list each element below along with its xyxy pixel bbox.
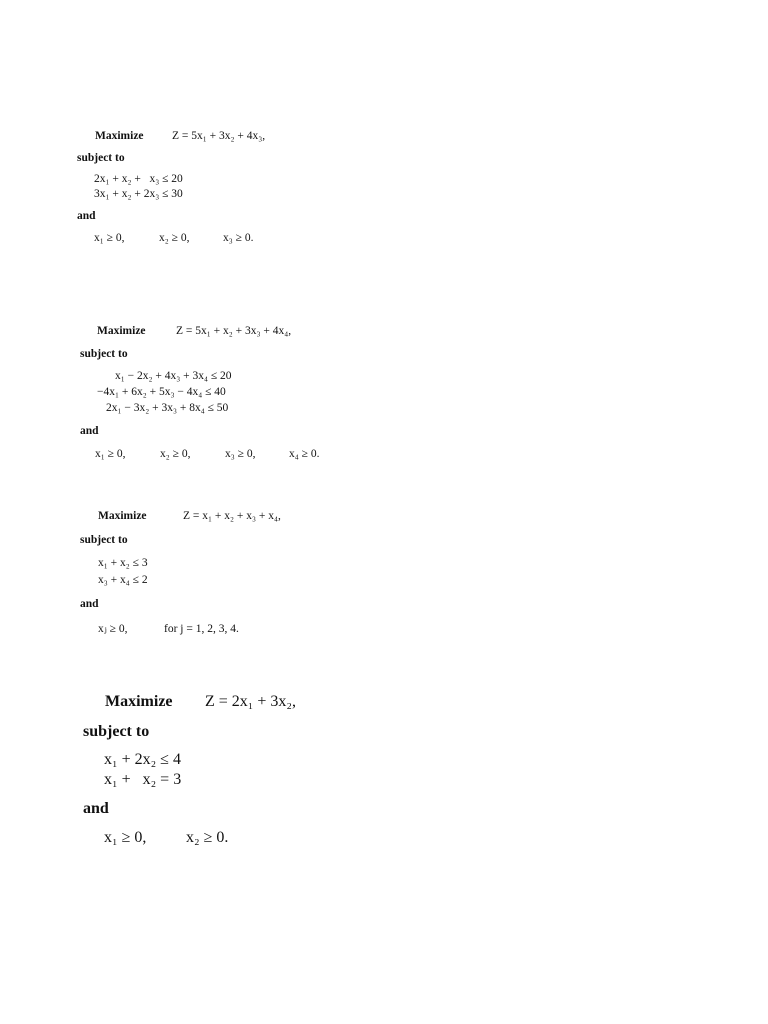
maximize-label: Maximize	[98, 510, 147, 522]
and-label: and	[83, 800, 109, 817]
objective-function: Z = 5x₁ + x₂ + 3x₃ + 4x₄,	[176, 325, 292, 337]
constraint-2: 3x₁ + x₂ + 2x₃ ≤ 30	[94, 188, 183, 200]
subject-to-label: subject to	[77, 152, 125, 164]
maximize-label: Maximize	[97, 325, 146, 337]
constraint-2: x₃ + x₄ ≤ 2	[98, 574, 148, 586]
nonneg-x4: x₄ ≥ 0.	[289, 448, 320, 460]
and-label: and	[80, 598, 99, 610]
constraint-2: x₁ + x₂ = 3	[104, 771, 182, 788]
nonneg-x3: x₃ ≥ 0,	[225, 448, 256, 460]
nonneg-x1: x₁ ≥ 0,	[104, 829, 147, 846]
constraint-1: 2x₁ + x₂ + x₃ ≤ 20	[94, 173, 183, 185]
constraint-1: x₁ + x₂ ≤ 3	[98, 557, 148, 569]
subject-to-label: subject to	[80, 348, 128, 360]
constraint-1: x₁ − 2x₂ + 4x₃ + 3x₄ ≤ 20	[115, 370, 232, 382]
objective-function: Z = x₁ + x₂ + x₃ + x₄,	[183, 510, 281, 522]
nonneg-x3: x₃ ≥ 0.	[223, 232, 254, 244]
maximize-label: Maximize	[105, 693, 173, 710]
nonneg-x2: x₂ ≥ 0.	[186, 829, 229, 846]
subject-to-label: subject to	[83, 723, 150, 740]
maximize-label: Maximize	[95, 130, 144, 142]
objective-function: Z = 2x₁ + 3x₂,	[205, 693, 296, 710]
nonneg-x2: x₂ ≥ 0,	[160, 448, 191, 460]
nonneg-x1: x₁ ≥ 0,	[94, 232, 125, 244]
objective-function: Z = 5x₁ + 3x₂ + 4x₃,	[172, 130, 266, 142]
nonneg-index-range: for j = 1, 2, 3, 4.	[164, 623, 239, 635]
constraint-2: −4x₁ + 6x₂ + 5x₃ − 4x₄ ≤ 40	[97, 386, 226, 398]
constraint-1: x₁ + 2x₂ ≤ 4	[104, 751, 181, 768]
nonneg-x2: x₂ ≥ 0,	[159, 232, 190, 244]
subject-to-label: subject to	[80, 534, 128, 546]
nonneg-x1: x₁ ≥ 0,	[95, 448, 126, 460]
and-label: and	[80, 425, 99, 437]
nonneg-xj: xⱼ ≥ 0,	[98, 623, 128, 635]
constraint-3: 2x₁ − 3x₂ + 3x₃ + 8x₄ ≤ 50	[106, 402, 229, 414]
and-label: and	[77, 210, 96, 222]
